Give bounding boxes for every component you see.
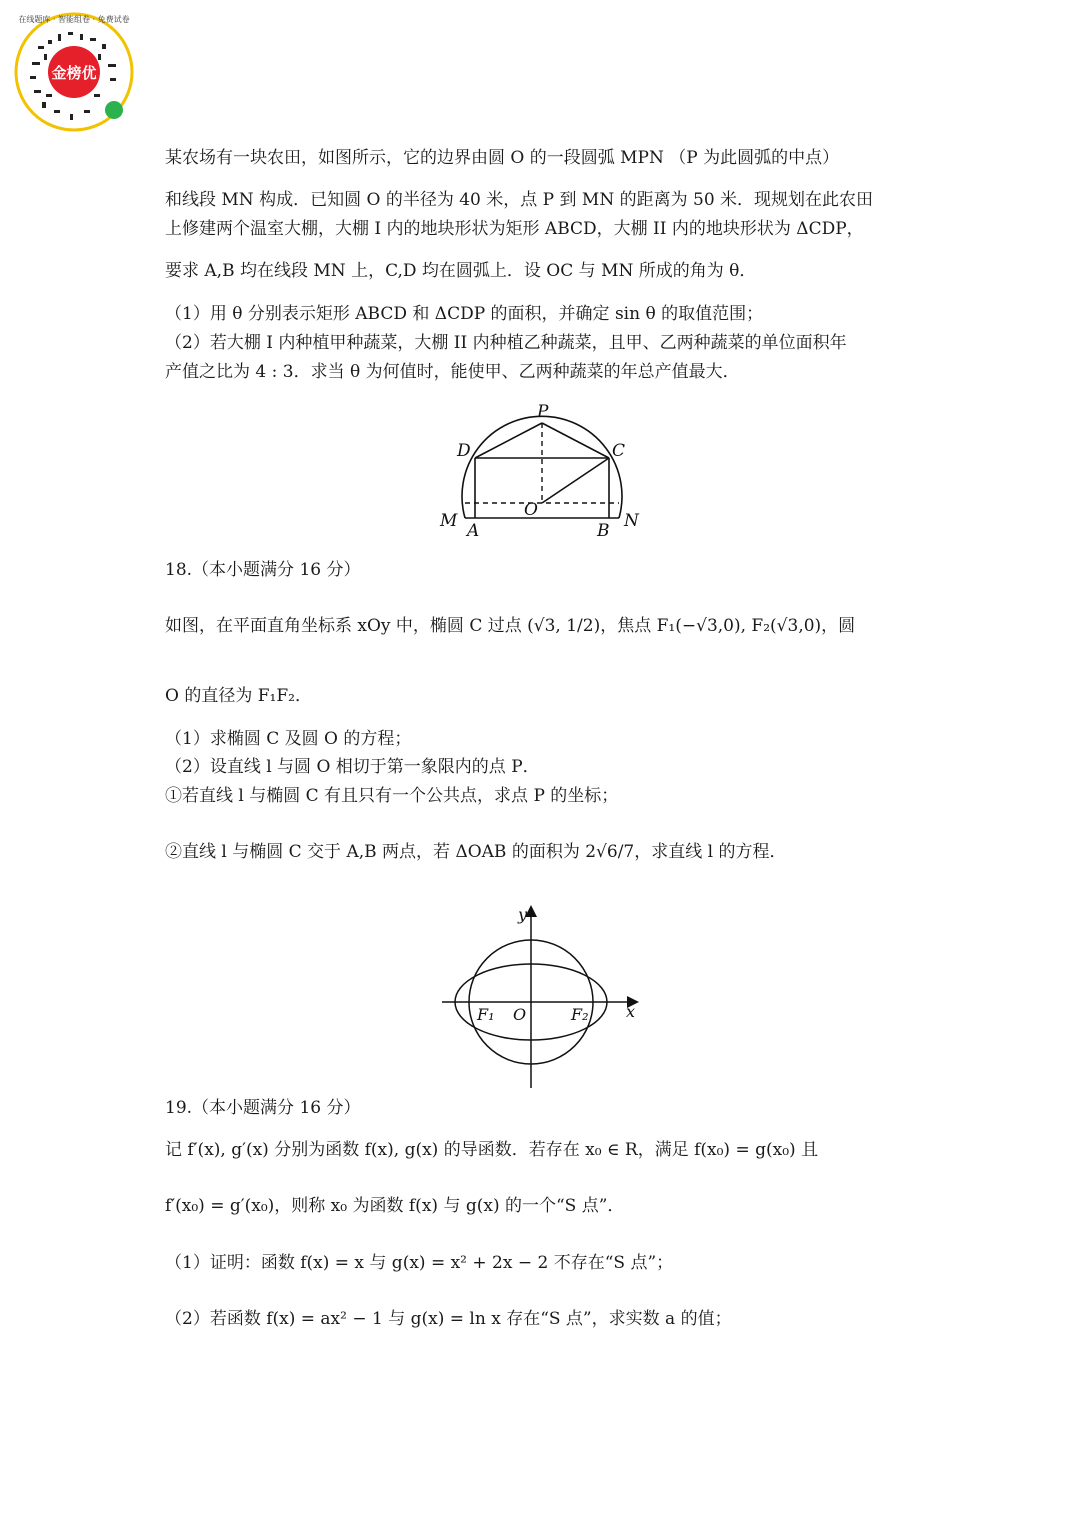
p17-line-2: 和线段 MN 构成．已知圆 O 的半径为 40 米，点 P 到 MN 的距离为 50 米．现规划在此农田 — [165, 190, 874, 210]
p17-line-6: （2）若大棚 I 内种植甲种蔬菜，大棚 II 内种植乙种蔬菜，且甲、乙两种蔬菜的单位面积年 — [165, 333, 847, 353]
p18-figure — [438, 900, 643, 1090]
label-f2: F₂ — [571, 1005, 589, 1024]
p19-header: 19.（本小题满分 16 分） — [165, 1098, 361, 1118]
p17-figure — [430, 400, 650, 545]
label-a: A — [467, 521, 480, 541]
p19-line-4: （2）若函数 f(x) = ax² − 1 与 g(x) = ln x 存在“S 点”，求实数 a 的值； — [165, 1309, 732, 1329]
label-d: D — [457, 441, 471, 461]
p18-line-3: （1）求椭圆 C 及圆 O 的方程； — [165, 729, 412, 749]
p17-line-4: 要求 A,B 均在线段 MN 上，C,D 均在圆弧上．设 OC 与 MN 所成的角为 θ． — [165, 261, 757, 281]
p18-line-2: O 的直径为 F₁F₂． — [165, 686, 312, 706]
qr-logo — [10, 6, 138, 134]
p18-line-4: （2）设直线 l 与圆 O 相切于第一象限内的点 P． — [165, 757, 540, 777]
p18-line-5: ①若直线 l 与椭圆 C 有且只有一个公共点，求点 P 的坐标； — [165, 786, 619, 806]
p17-line-1: 某农场有一块农田，如图所示，它的边界由圆 O 的一段圆弧 MPN （P 为此圆弧的中点） — [165, 148, 840, 168]
p19-line-3: （1）证明：函数 f(x) = x 与 g(x) = x² + 2x − 2 不存在“S 点”； — [165, 1253, 674, 1273]
p18-line-6: ②直线 l 与椭圆 C 交于 A,B 两点，若 ΔOAB 的面积为 2√6/7，求直线 l 的方程． — [165, 842, 787, 862]
label-y: y — [518, 905, 528, 924]
logo-center-text: 金榜优 — [51, 64, 97, 82]
label-f1: F₁ — [477, 1005, 495, 1024]
label-o: O — [524, 500, 538, 520]
p19-line-2: f′(x₀) = g′(x₀)，则称 x₀ 为函数 f(x) 与 g(x) 的一个“S 点”． — [165, 1196, 625, 1216]
label-m: M — [440, 511, 458, 531]
p17-line-7: 产值之比为 4 : 3．求当 θ 为何值时，能使甲、乙两种蔬菜的年总产值最大． — [165, 362, 740, 382]
label-x: x — [626, 1002, 636, 1021]
p17-line-5: （1）用 θ 分别表示矩形 ABCD 和 ΔCDP 的面积，并确定 sin θ 的取值范围； — [165, 304, 764, 324]
p18-line-1: 如图，在平面直角坐标系 xOy 中，椭圆 C 过点 (√3, 1/2)，焦点 F₁(−√3,0), F₂(√3,0)，圆 — [165, 616, 856, 636]
label-n: N — [624, 511, 639, 531]
qr-code-icon — [10, 6, 138, 134]
p19-line-1: 记 f′(x), g′(x) 分别为函数 f(x), g(x) 的导函数．若存在 x₀ ∈ R，满足 f(x₀) = g(x₀) 且 — [165, 1140, 819, 1160]
p18-header: 18.（本小题满分 16 分） — [165, 560, 361, 580]
label-p: P — [537, 402, 549, 422]
label-origin: O — [513, 1005, 527, 1024]
logo-ring-text: 在线题库 · 智能组卷 · 免费试卷 — [18, 15, 130, 24]
p17-line-3: 上修建两个温室大棚，大棚 I 内的地块形状为矩形 ABCD，大棚 II 内的地块形状为 ΔCDP， — [165, 219, 864, 239]
label-b: B — [597, 521, 610, 541]
label-c: C — [612, 441, 626, 461]
